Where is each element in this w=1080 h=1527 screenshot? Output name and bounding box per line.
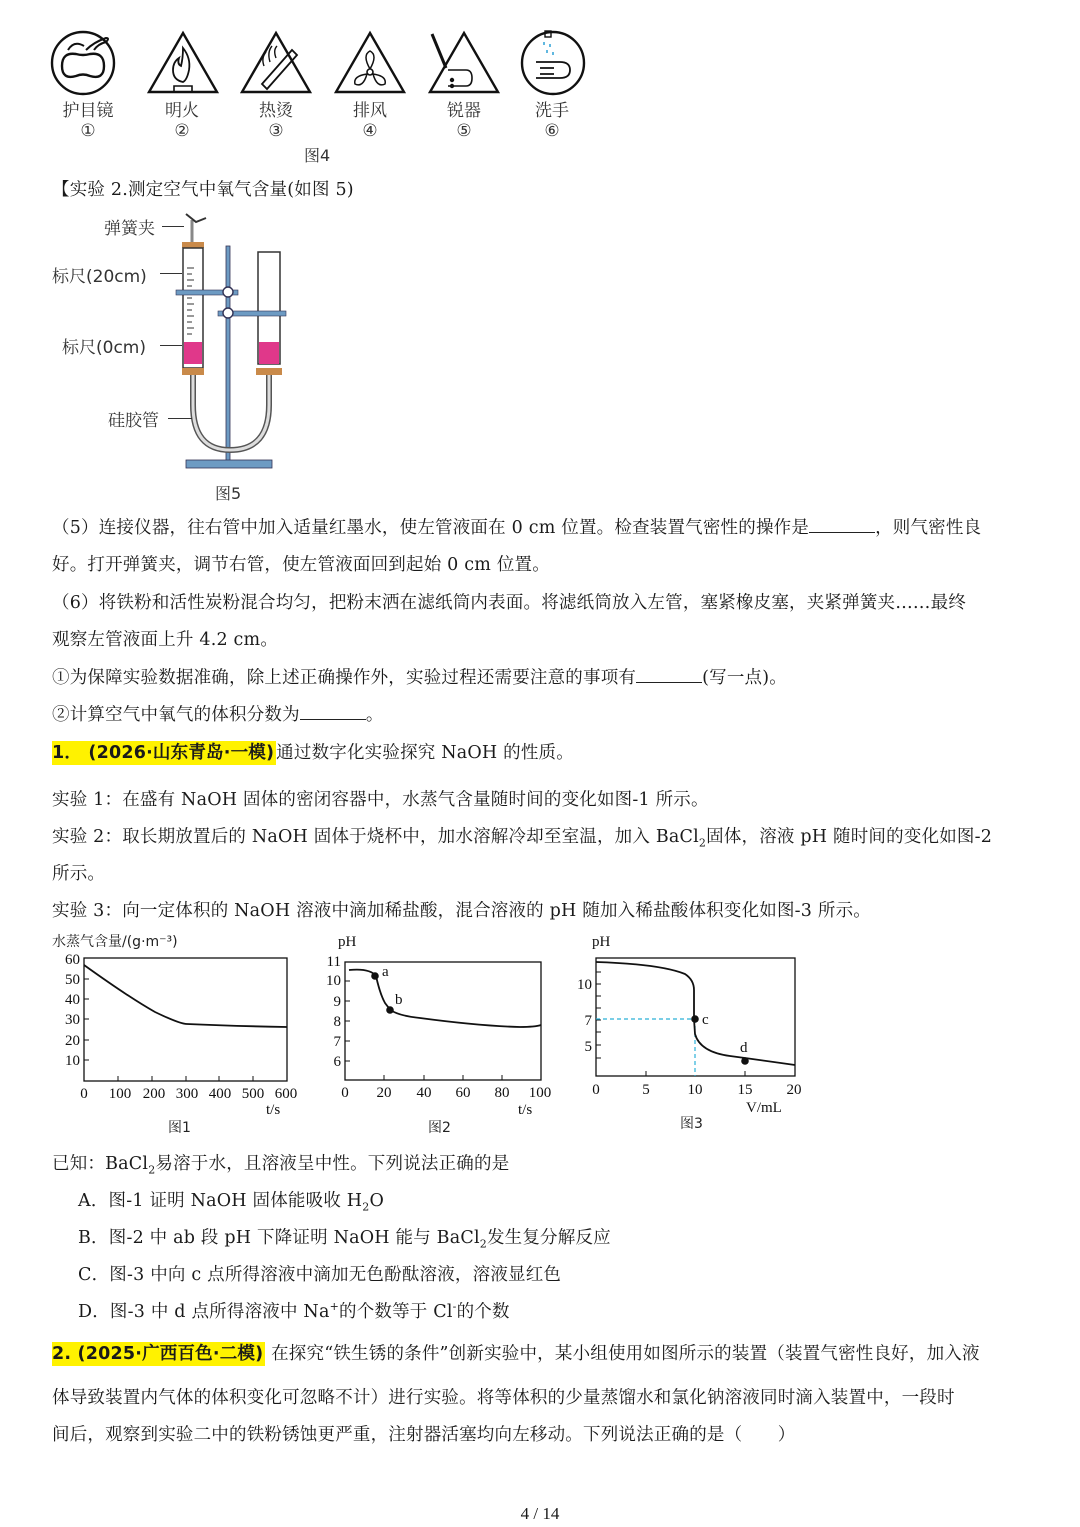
svg-text:7: 7 [333,1034,341,1050]
experiment-2-heading: 【实验 2.测定空气中氧气含量(如图 5) [52,180,354,200]
question-5-line-2: 好。打开弹簧夹，调节右管，使左管液面回到起始 0 cm 位置。 [52,555,550,575]
figure-5-caption: 图5 [215,484,242,503]
question-2-line-3: 间后，观察到实验二中的铁粉锈蚀更严重，注射器活塞均向左移动。下列说法正确的是（ ） [52,1425,796,1445]
sub-question-1: ①为保障实验数据准确，除上述正确操作外，实验过程还需要注意的事项有 (写一点)。 [52,668,787,688]
question-6-line-1: （6）将铁粉和活性炭粉混合均匀，把粉末洒在滤纸筒内表面。将滤纸筒放入左管，塞紧橡皮塞，夹紧弹簧夹……最终 [52,593,967,613]
svg-text:水蒸气含量/(g·m⁻³): 水蒸气含量/(g·m⁻³) [52,934,178,950]
svg-text:40: 40 [65,992,80,1008]
chart-2-ph-time [326,934,551,1136]
chart-1-water-vapor [52,933,297,1136]
label-ruler-20cm: 标尺(20cm) [52,267,147,287]
answer-blank[interactable] [636,682,702,683]
option-c[interactable]: C．图-3 中向 c 点所得溶液中滴加无色酚酞溶液，溶液显红色 [78,1265,562,1285]
svg-text:d: d [740,1040,748,1056]
sub-question-2: ②计算空气中氧气的体积分数为 。 [52,705,384,725]
svg-text:6: 6 [333,1054,341,1070]
svg-text:600: 600 [274,1086,298,1102]
sharp-object-icon [430,33,498,92]
charts-row [40,928,830,1138]
svg-text:200: 200 [142,1086,166,1102]
svg-text:b: b [395,992,403,1008]
answer-blank[interactable] [809,532,875,533]
leader-line [168,418,192,419]
answer-blank[interactable] [300,719,366,720]
open-flame-icon [149,33,217,92]
svg-text:400: 400 [208,1086,232,1102]
svg-text:图1: 图1 [168,1120,191,1136]
svg-text:c: c [702,1012,709,1028]
question-5-line-1: （5）连接仪器，往右管中加入适量红墨水，使左管液面在 0 cm 位置。检查装置气密性的操作是 ，则气密性良 [52,518,982,538]
svg-text:7: 7 [584,1013,592,1029]
question-2-line-2: 体导致装置内气体的体积变化可忽略不计）进行实验。将等体积的少量蒸馏水和氯化钠溶液同时滴入装置中，一段时 [52,1388,955,1408]
svg-text:60: 60 [65,952,80,968]
goggles-icon [52,32,114,94]
svg-text:pH: pH [338,934,357,950]
page-number: 4 / 14 [520,1504,560,1523]
option-b[interactable]: B．图-2 中 ab 段 pH 下降证明 NaOH 能与 BaCl$_2$发生复分解反应 [78,1228,611,1251]
svg-text:100: 100 [528,1085,552,1101]
hot-surface-icon [242,33,310,92]
svg-text:10: 10 [577,977,592,993]
label-spring-clip: 弹簧夹 [104,219,155,239]
svg-text:9: 9 [333,994,341,1010]
svg-text:V/mL: V/mL [746,1100,782,1116]
known-condition: 已知：BaCl$_2$易溶于水，且溶液呈中性。下列说法正确的是 [52,1154,510,1177]
svg-text:15: 15 [737,1082,753,1098]
option-d[interactable]: D．图-3 中 d 点所得溶液中 Na+的个数等于 Cl-的个数 [78,1300,510,1322]
question-2-line-1: 2. (2025·广西百色·二模) 在探究“铁生锈的条件”创新实验中，某小组使用如图所示的装置（装置气密性良好，加入液 [52,1344,980,1364]
question-2-source-tag: 2. (2025·广西百色·二模) [52,1344,264,1364]
svg-text:pH: pH [592,934,611,950]
leader-line [162,226,184,227]
icon-label-sharp: 锐器 ⑤ [447,101,481,141]
icon-label-fan: 排风 ④ [353,101,387,141]
svg-text:图3: 图3 [680,1116,703,1132]
svg-text:20: 20 [786,1082,802,1098]
svg-text:10: 10 [687,1082,703,1098]
svg-text:500: 500 [241,1086,265,1102]
svg-text:60: 60 [455,1085,471,1101]
icon-label-wash: 洗手 ⑥ [535,101,569,141]
leader-line [160,273,182,274]
svg-text:0: 0 [80,1086,88,1102]
svg-text:0: 0 [592,1082,600,1098]
figure-4-caption: 图4 [304,146,331,165]
exhaust-fan-icon [336,33,404,92]
oxygen-apparatus-diagram [170,210,300,475]
svg-text:20: 20 [376,1085,392,1101]
wash-hands-icon [522,31,584,94]
svg-text:40: 40 [416,1085,432,1101]
leader-line [160,345,182,346]
svg-text:5: 5 [584,1039,592,1055]
question-1-header: 1． (2026·山东青岛·一模) 通过数字化实验探究 NaOH 的性质。 [52,743,574,763]
svg-text:30: 30 [65,1012,80,1028]
svg-text:a: a [382,964,389,980]
svg-text:t/s: t/s [518,1102,533,1118]
svg-text:10: 10 [65,1053,80,1069]
svg-text:300: 300 [175,1086,199,1102]
spring-clip-icon [186,214,206,242]
label-silicone-tube: 硅胶管 [108,411,159,431]
svg-text:10: 10 [326,973,341,989]
svg-text:80: 80 [494,1085,510,1101]
experiment-2-text-line-1: 实验 2：取长期放置后的 NaOH 固体于烧杯中，加水溶解冷却至室温，加入 BaCl$_2$固体，溶液 pH 随时间的变化如图-2 [52,827,993,850]
label-ruler-0cm: 标尺(0cm) [62,338,146,358]
svg-text:100: 100 [108,1086,132,1102]
experiment-1-text: 实验 1：在盛有 NaOH 固体的密闭容器中，水蒸气含量随时间的变化如图-1 所示。 [52,790,709,810]
svg-text:50: 50 [65,972,80,988]
icon-label-flame: 明火 ② [165,101,199,141]
question-1-source-tag: 1． (2026·山东青岛·一模) [52,743,275,763]
icon-label-goggles: 护目镜 ① [62,101,114,141]
svg-text:11: 11 [326,954,341,970]
experiment-3-text: 实验 3：向一定体积的 NaOH 溶液中滴加稀盐酸，混合溶液的 pH 随加入稀盐酸体积变化如图-3 所示。 [52,901,871,921]
svg-text:20: 20 [65,1033,80,1049]
question-6-line-2: 观察左管液面上升 4.2 cm。 [52,630,279,650]
svg-text:5: 5 [642,1082,650,1098]
chart-3-ph-volume [577,934,802,1132]
option-a[interactable]: A．图-1 证明 NaOH 固体能吸收 $H_2O$ [78,1191,385,1214]
experiment-2-text-line-2: 所示。 [52,864,106,884]
safety-icons-row [50,28,595,100]
svg-text:0: 0 [341,1085,349,1101]
svg-text:t/s: t/s [266,1102,281,1118]
svg-text:8: 8 [333,1014,341,1030]
icon-label-hot: 热烫 ③ [259,101,293,141]
svg-text:图2: 图2 [428,1120,451,1136]
